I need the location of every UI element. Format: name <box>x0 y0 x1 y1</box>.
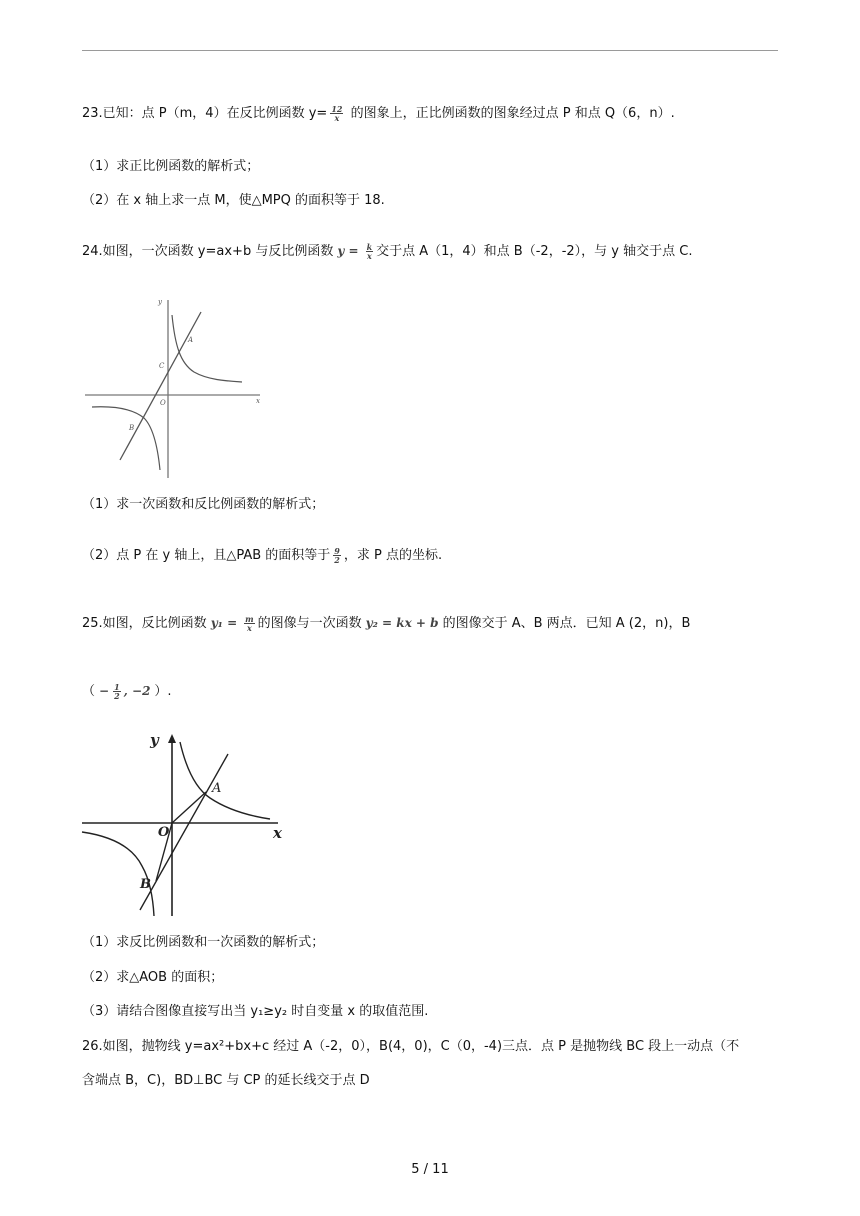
q25-point-b: （ − $\frac{1}{2}$ , −2 ）. <box>82 682 172 701</box>
q24-label-o: O <box>160 399 166 407</box>
q24-title: 24.如图，一次函数 y=ax+b 与反比例函数 y = $\frac{k}{x}$ 交于点 A（1，4）和点 B（-2，-2），与 y 轴交于点 C. <box>82 242 693 261</box>
q25-part1: （1）求反比例函数和一次函数的解析式； <box>82 935 325 950</box>
q26-line1: 26.如图，抛物线 y=ax²+bx+c 经过 A（-2，0），B(4，0)，C（0，-4)三点．点 P 是抛物线 BC 段上一动点（不 <box>82 1039 740 1054</box>
q24-label-x: x <box>256 397 260 405</box>
q24-part2: （2）点 P 在 y 轴上，且△PAB 的面积等于 $\frac{9}{2}$ ，求 P 点的坐标. <box>82 546 443 565</box>
header-rule <box>82 50 778 51</box>
q25-part2: （2）求△AOB 的面积； <box>82 970 224 985</box>
q25-label-x: x <box>273 824 282 842</box>
q25-hyperbola-upper <box>180 742 270 819</box>
q24-fraction: $\frac{k}{x}$ <box>366 242 373 261</box>
q24-label-b: B <box>129 424 135 432</box>
q25-title: 25.如图，反比例函数 y₁ = $\frac{m}{x}$ 的图像与一次函数 y₂ = kx + b 的图像交于 A、B 两点．已知 A (2，n)，B <box>82 614 691 633</box>
q23-title: 23.已知：点 P（m，4）在反比例函数 y= $\frac{12}{x}$ 的图象上，正比例函数的图象经过点 P 和点 Q（6，n）. <box>82 104 675 123</box>
q24-label-y: y <box>158 298 162 306</box>
q25-segment-oa <box>172 792 206 823</box>
q24-part2-fraction: $\frac{9}{2}$ <box>334 546 340 565</box>
q24-part1: （1）求一次函数和反比例函数的解析式； <box>82 497 325 512</box>
q25-label-o: O <box>158 825 170 840</box>
q25-label-a: A <box>212 781 222 796</box>
page-number: 5 / 11 <box>411 1162 449 1177</box>
q26-line2: 含端点 B，C)，BD⊥BC 与 CP 的延长线交于点 D <box>82 1073 370 1088</box>
q23-part1: （1）求正比例函数的解析式； <box>82 159 260 174</box>
q23-fraction: $\frac{12}{x}$ <box>331 104 343 123</box>
q24-label-c: C <box>159 362 165 370</box>
q25-part3: （3）请结合图像直接写出当 y₁≥y₂ 时自变量 x 的取值范围. <box>82 1004 429 1019</box>
q25-linear-line <box>140 754 228 910</box>
q24-figure <box>82 290 267 482</box>
q24-label-a: A <box>188 336 194 344</box>
q25-label-b: B <box>140 877 151 892</box>
q25-b-fraction: $\frac{1}{2}$ <box>114 682 120 701</box>
q23-part2: （2）在 x 轴上求一点 M，使△MPQ 的面积等于 18. <box>82 193 385 208</box>
q25-label-y: y <box>150 731 159 749</box>
q25-y1-fraction: $\frac{m}{x}$ <box>245 614 254 633</box>
q25-y-arrow <box>168 734 176 743</box>
q25-figure <box>80 728 292 920</box>
